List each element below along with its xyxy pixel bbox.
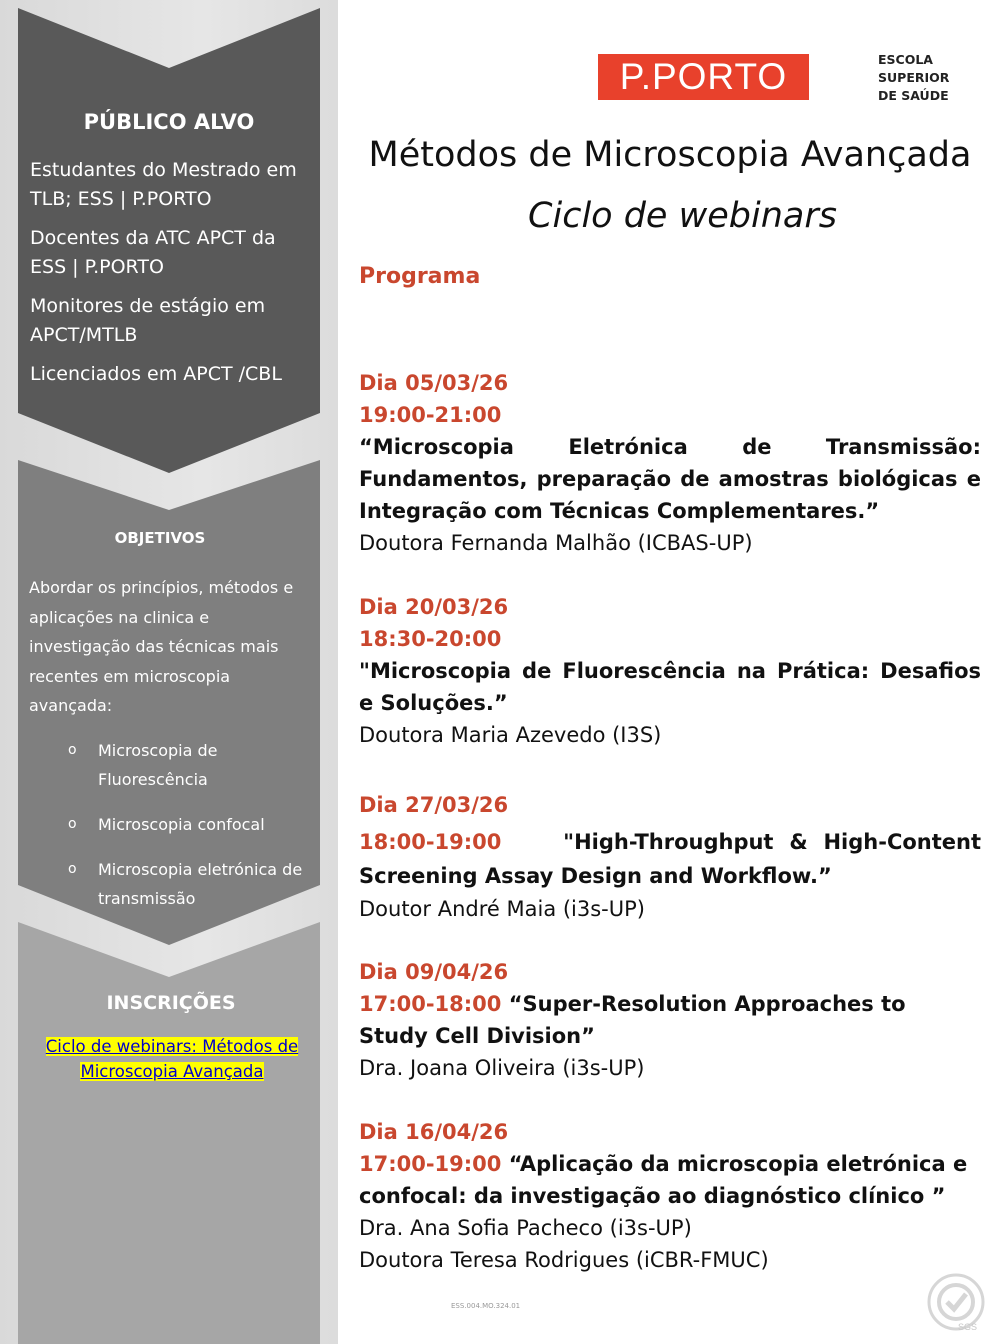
session-block bbox=[359, 591, 981, 751]
school-line: ESCOLA bbox=[878, 52, 933, 67]
registration-link[interactable] bbox=[36, 1034, 308, 1084]
session-block bbox=[359, 789, 981, 925]
inscricoes-panel bbox=[18, 922, 320, 1344]
chevron-shape bbox=[18, 922, 320, 1344]
publico-alvo-title: PÚBLICO ALVO bbox=[83, 110, 255, 134]
publico-alvo-list bbox=[30, 156, 315, 399]
registration-link-text[interactable]: Ciclo de webinars: Métodos de Microscopia Avançada bbox=[45, 1037, 299, 1081]
school-line: SUPERIOR bbox=[878, 70, 950, 85]
session-date: Dia 27/03/26 bbox=[359, 793, 509, 817]
session-speaker: Dra. Joana Oliveira (i3s-UP) bbox=[359, 1056, 645, 1080]
list-item bbox=[68, 855, 308, 913]
bullet-circle-icon: o bbox=[68, 816, 77, 832]
session-topic-line bbox=[359, 988, 981, 1052]
left-sidebar bbox=[0, 0, 338, 1344]
session-date: Dia 09/04/26 bbox=[359, 960, 509, 984]
session-time: 18:00-19:00 bbox=[359, 830, 502, 854]
objetivos-bullets bbox=[68, 736, 308, 929]
bullet-circle-icon: o bbox=[68, 742, 77, 758]
publico-item: Docentes da ATC APCT da ESS | P.PORTO bbox=[30, 227, 276, 278]
session-topic: "Microscopia de Fluorescência na Prática: Desafios e Soluções.” bbox=[359, 659, 981, 715]
session-topic: “Super-Resolution Approaches to Study Cell Division” bbox=[359, 992, 906, 1048]
publico-item: Estudantes do Mestrado em TLB; ESS | P.PORTO bbox=[30, 159, 297, 210]
session-speaker: Doutora Teresa Rodrigues (iCBR-FMUC) bbox=[359, 1248, 769, 1272]
session-speaker: Doutor André Maia (i3s-UP) bbox=[359, 897, 645, 921]
sgs-certification-icon bbox=[926, 1272, 986, 1332]
session-block bbox=[359, 1116, 981, 1276]
programa-heading: Programa bbox=[359, 264, 481, 289]
publico-alvo-panel bbox=[18, 8, 320, 473]
page-title: Métodos de Microscopia Avançada bbox=[368, 135, 972, 175]
session-time: 17:00-18:00 bbox=[359, 992, 502, 1016]
list-item bbox=[68, 810, 308, 839]
session-date: Dia 05/03/26 bbox=[359, 371, 509, 395]
sgs-label: SGS bbox=[958, 1322, 978, 1332]
session-date: Dia 16/04/26 bbox=[359, 1120, 509, 1144]
session-speaker: Doutora Fernanda Malhão (ICBAS-UP) bbox=[359, 531, 753, 555]
objetivos-title: OBJETIVOS bbox=[114, 529, 206, 547]
session-time: 18:30-20:00 bbox=[359, 627, 502, 651]
session-topic: “Microscopia Eletrónica de Transmissão: Fundamentos, preparação de amostras biológicas e Integração com Técnicas Complementares.” bbox=[359, 435, 981, 523]
pporto-logo: P.PORTO bbox=[598, 54, 809, 100]
session-date: Dia 20/03/26 bbox=[359, 595, 509, 619]
bullet-text: Microscopia eletrónica de transmissão bbox=[98, 860, 303, 908]
school-name bbox=[878, 51, 949, 105]
inscricoes-title: INSCRIÇÕES bbox=[106, 992, 236, 1014]
bullet-text: Microscopia de Fluorescência bbox=[98, 741, 218, 789]
session-topic: “Aplicação da microscopia eletrónica e confocal: da investigação ao diagnóstico clínico ” bbox=[359, 1152, 968, 1208]
session-time: 17:00-19:00 bbox=[359, 1152, 502, 1176]
session-block bbox=[359, 367, 981, 559]
school-line: DE SAÚDE bbox=[878, 88, 949, 103]
bullet-circle-icon: o bbox=[68, 861, 77, 877]
objetivos-description: Abordar os princípios, métodos e aplicações na clinica e investigação das técnicas mais recentes em microscopia avançada: bbox=[29, 578, 294, 715]
list-item bbox=[68, 736, 308, 794]
page-subtitle: Ciclo de webinars bbox=[528, 196, 837, 236]
session-speaker: Dra. Ana Sofia Pacheco (i3s-UP) bbox=[359, 1216, 692, 1240]
session-speaker: Doutora Maria Azevedo (I3S) bbox=[359, 723, 662, 747]
objetivos-panel bbox=[18, 460, 320, 945]
session-block bbox=[359, 956, 981, 1084]
session-topic-line bbox=[359, 1148, 981, 1212]
publico-item: Monitores de estágio em APCT/MTLB bbox=[30, 295, 266, 346]
session-time: 19:00-21:00 bbox=[359, 403, 502, 427]
session-topic: "High-Throughput & High-Content Screening Assay Design and Workflow.” bbox=[359, 830, 982, 888]
publico-item: Licenciados em APCT /CBL bbox=[30, 363, 282, 385]
bullet-text: Microscopia confocal bbox=[98, 815, 265, 834]
document-code: ESS.004.MO.324.01 bbox=[451, 1302, 521, 1310]
session-topic-line bbox=[359, 825, 981, 893]
